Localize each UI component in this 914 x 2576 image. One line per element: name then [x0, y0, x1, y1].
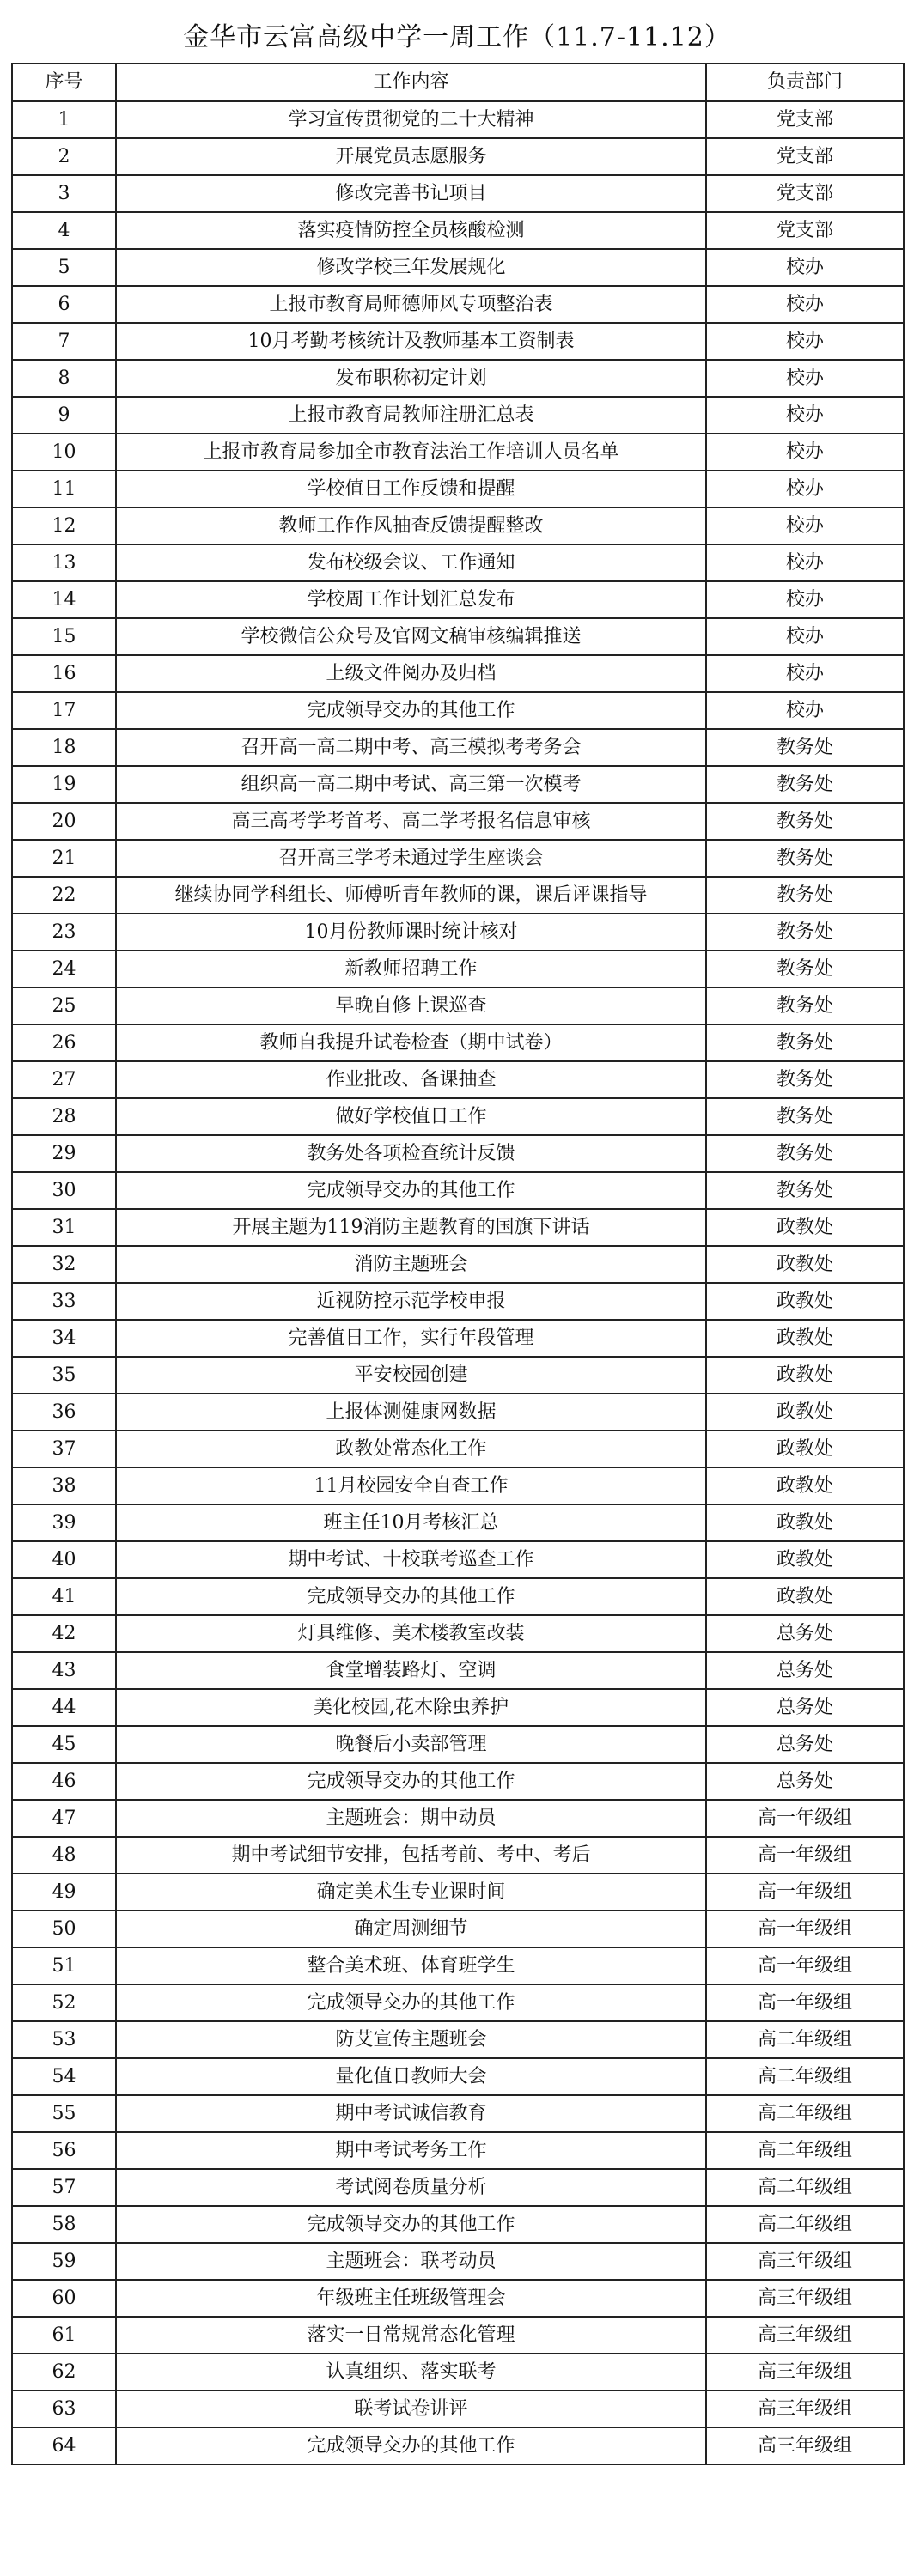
table-row — [12, 507, 904, 544]
row-number: 24 — [12, 951, 116, 987]
row-department: 政教处 — [706, 1283, 904, 1320]
row-department: 总务处 — [706, 1615, 904, 1652]
row-number: 7 — [12, 323, 116, 360]
row-number: 48 — [12, 1837, 116, 1874]
table-row — [12, 1172, 904, 1209]
row-number: 30 — [12, 1172, 116, 1209]
table-row — [12, 544, 904, 581]
row-content: 完成领导交办的其他工作 — [116, 1984, 706, 2021]
table-row — [12, 1320, 904, 1357]
row-content: 学校值日工作反馈和提醒 — [116, 471, 706, 507]
table-row — [12, 692, 904, 729]
row-content: 发布职称初定计划 — [116, 360, 706, 397]
row-content: 上报体测健康网数据 — [116, 1394, 706, 1431]
row-number: 26 — [12, 1024, 116, 1061]
row-department: 校办 — [706, 471, 904, 507]
row-content: 开展主题为119消防主题教育的国旗下讲话 — [116, 1209, 706, 1246]
row-number: 37 — [12, 1431, 116, 1467]
row-department: 教务处 — [706, 729, 904, 766]
row-number: 43 — [12, 1652, 116, 1689]
header-no: 序号 — [12, 64, 116, 101]
row-number: 64 — [12, 2427, 116, 2464]
row-number: 13 — [12, 544, 116, 581]
row-content: 完成领导交办的其他工作 — [116, 2427, 706, 2464]
row-content: 灯具维修、美术楼教室改装 — [116, 1615, 706, 1652]
table-row — [12, 1209, 904, 1246]
table-row — [12, 729, 904, 766]
row-number: 8 — [12, 360, 116, 397]
table-row — [12, 360, 904, 397]
row-number: 2 — [12, 138, 116, 175]
row-content: 晚餐后小卖部管理 — [116, 1726, 706, 1763]
table-row — [12, 1615, 904, 1652]
row-number: 3 — [12, 175, 116, 212]
row-number: 28 — [12, 1098, 116, 1135]
row-number: 6 — [12, 286, 116, 323]
row-department: 校办 — [706, 544, 904, 581]
table-row — [12, 1763, 904, 1800]
table-row — [12, 1800, 904, 1837]
row-content: 教师自我提升试卷检查（期中试卷） — [116, 1024, 706, 1061]
row-department: 教务处 — [706, 1024, 904, 1061]
row-content: 平安校园创建 — [116, 1357, 706, 1394]
row-number: 45 — [12, 1726, 116, 1763]
row-content: 上报市教育局参加全市教育法治工作培训人员名单 — [116, 434, 706, 471]
table-row — [12, 397, 904, 434]
row-department: 校办 — [706, 507, 904, 544]
table-row — [12, 803, 904, 840]
row-department: 教务处 — [706, 914, 904, 951]
row-number: 57 — [12, 2169, 116, 2206]
table-row — [12, 1246, 904, 1283]
row-number: 4 — [12, 212, 116, 249]
row-number: 12 — [12, 507, 116, 544]
row-content: 整合美术班、体育班学生 — [116, 1947, 706, 1984]
row-content: 召开高三学考未通过学生座谈会 — [116, 840, 706, 877]
row-department: 教务处 — [706, 877, 904, 914]
table-row — [12, 249, 904, 286]
table-row — [12, 175, 904, 212]
row-number: 31 — [12, 1209, 116, 1246]
row-number: 22 — [12, 877, 116, 914]
row-department: 高三年级组 — [706, 2427, 904, 2464]
row-department: 政教处 — [706, 1357, 904, 1394]
row-content: 落实一日常规常态化管理 — [116, 2317, 706, 2354]
row-content: 上级文件阅办及归档 — [116, 655, 706, 692]
table-row — [12, 1837, 904, 1874]
table-row — [12, 840, 904, 877]
table-row — [12, 212, 904, 249]
row-content: 修改学校三年发展规化 — [116, 249, 706, 286]
table-row — [12, 2391, 904, 2427]
row-department: 高二年级组 — [706, 2169, 904, 2206]
row-content: 完成领导交办的其他工作 — [116, 2206, 706, 2243]
row-content: 修改完善书记项目 — [116, 175, 706, 212]
table-row — [12, 2058, 904, 2095]
weekly-work-table — [11, 63, 905, 2465]
row-content: 完善值日工作，实行年段管理 — [116, 1320, 706, 1357]
document-title: 金华市云富高级中学一周工作（11.7-11.12） — [183, 22, 731, 52]
row-number: 36 — [12, 1394, 116, 1431]
row-department: 高二年级组 — [706, 2206, 904, 2243]
table-row — [12, 1135, 904, 1172]
row-content: 食堂增装路灯、空调 — [116, 1652, 706, 1689]
row-number: 56 — [12, 2132, 116, 2169]
row-content: 消防主题班会 — [116, 1246, 706, 1283]
table-row — [12, 2280, 904, 2317]
row-number: 23 — [12, 914, 116, 951]
row-department: 校办 — [706, 692, 904, 729]
table-row — [12, 655, 904, 692]
row-department: 总务处 — [706, 1689, 904, 1726]
table-row — [12, 1357, 904, 1394]
row-content: 确定周测细节 — [116, 1911, 706, 1947]
row-department: 政教处 — [706, 1578, 904, 1615]
row-department: 总务处 — [706, 1652, 904, 1689]
row-department: 校办 — [706, 249, 904, 286]
table-row — [12, 1911, 904, 1947]
row-department: 校办 — [706, 434, 904, 471]
row-number: 50 — [12, 1911, 116, 1947]
table-row — [12, 1283, 904, 1320]
table-row — [12, 1726, 904, 1763]
row-number: 52 — [12, 1984, 116, 2021]
table-row — [12, 1024, 904, 1061]
row-content: 发布校级会议、工作通知 — [116, 544, 706, 581]
row-number: 25 — [12, 987, 116, 1024]
table-row — [12, 471, 904, 507]
row-content: 11月校园安全自查工作 — [116, 1467, 706, 1504]
row-content: 开展党员志愿服务 — [116, 138, 706, 175]
table-row — [12, 2317, 904, 2354]
row-number: 11 — [12, 471, 116, 507]
table-row — [12, 2206, 904, 2243]
header-content: 工作内容 — [116, 64, 706, 101]
row-content: 早晚自修上课巡查 — [116, 987, 706, 1024]
table-row — [12, 581, 904, 618]
table-row — [12, 2021, 904, 2058]
table-row — [12, 1578, 904, 1615]
table-row — [12, 323, 904, 360]
table-row — [12, 914, 904, 951]
table-row — [12, 2095, 904, 2132]
table-row — [12, 2132, 904, 2169]
row-department: 教务处 — [706, 1135, 904, 1172]
row-content: 美化校园,花木除虫养护 — [116, 1689, 706, 1726]
row-content: 10月考勤考核统计及教师基本工资制表 — [116, 323, 706, 360]
table-row — [12, 2243, 904, 2280]
row-department: 教务处 — [706, 840, 904, 877]
row-department: 高二年级组 — [706, 2058, 904, 2095]
row-number: 61 — [12, 2317, 116, 2354]
row-department: 政教处 — [706, 1394, 904, 1431]
row-department: 总务处 — [706, 1726, 904, 1763]
row-department: 校办 — [706, 360, 904, 397]
row-number: 47 — [12, 1800, 116, 1837]
row-department: 教务处 — [706, 1098, 904, 1135]
row-content: 教师工作作风抽查反馈提醒整改 — [116, 507, 706, 544]
row-content: 量化值日教师大会 — [116, 2058, 706, 2095]
row-department: 高三年级组 — [706, 2391, 904, 2427]
row-number: 53 — [12, 2021, 116, 2058]
row-content: 政教处常态化工作 — [116, 1431, 706, 1467]
row-content: 高三高考学考首考、高二学考报名信息审核 — [116, 803, 706, 840]
table-row — [12, 1504, 904, 1541]
row-number: 58 — [12, 2206, 116, 2243]
row-number: 32 — [12, 1246, 116, 1283]
row-department: 教务处 — [706, 951, 904, 987]
row-content: 年级班主任班级管理会 — [116, 2280, 706, 2317]
row-content: 确定美术生专业课时间 — [116, 1874, 706, 1911]
table-row — [12, 1541, 904, 1578]
table-row — [12, 1984, 904, 2021]
row-department: 校办 — [706, 618, 904, 655]
row-department: 党支部 — [706, 138, 904, 175]
row-number: 17 — [12, 692, 116, 729]
row-department: 校办 — [706, 323, 904, 360]
table-row — [12, 2427, 904, 2464]
row-number: 18 — [12, 729, 116, 766]
row-content: 学校周工作计划汇总发布 — [116, 581, 706, 618]
row-department: 教务处 — [706, 987, 904, 1024]
row-number: 46 — [12, 1763, 116, 1800]
row-content: 学校微信公众号及官网文稿审核编辑推送 — [116, 618, 706, 655]
header-row — [12, 64, 904, 101]
row-content: 完成领导交办的其他工作 — [116, 1172, 706, 1209]
row-content: 期中考试细节安排，包括考前、考中、考后 — [116, 1837, 706, 1874]
row-content: 期中考试诚信教育 — [116, 2095, 706, 2132]
row-department: 高一年级组 — [706, 1911, 904, 1947]
row-department: 高一年级组 — [706, 1947, 904, 1984]
row-content: 完成领导交办的其他工作 — [116, 1763, 706, 1800]
table-row — [12, 951, 904, 987]
row-department: 政教处 — [706, 1320, 904, 1357]
row-content: 认真组织、落实联考 — [116, 2354, 706, 2391]
row-department: 高一年级组 — [706, 1874, 904, 1911]
table-row — [12, 2169, 904, 2206]
table-row — [12, 1394, 904, 1431]
row-content: 做好学校值日工作 — [116, 1098, 706, 1135]
table-row — [12, 1467, 904, 1504]
row-number: 62 — [12, 2354, 116, 2391]
row-content: 考试阅卷质量分析 — [116, 2169, 706, 2206]
row-content: 完成领导交办的其他工作 — [116, 692, 706, 729]
row-number: 34 — [12, 1320, 116, 1357]
row-department: 教务处 — [706, 1061, 904, 1098]
row-content: 新教师招聘工作 — [116, 951, 706, 987]
table-row — [12, 1431, 904, 1467]
row-department: 教务处 — [706, 766, 904, 803]
row-department: 校办 — [706, 397, 904, 434]
row-number: 9 — [12, 397, 116, 434]
row-number: 35 — [12, 1357, 116, 1394]
row-department: 高二年级组 — [706, 2095, 904, 2132]
row-number: 51 — [12, 1947, 116, 1984]
row-department: 校办 — [706, 286, 904, 323]
row-number: 40 — [12, 1541, 116, 1578]
row-department: 党支部 — [706, 175, 904, 212]
table-row — [12, 1874, 904, 1911]
table-row — [12, 766, 904, 803]
row-department: 校办 — [706, 655, 904, 692]
row-department: 政教处 — [706, 1467, 904, 1504]
table-row — [12, 1652, 904, 1689]
table-row — [12, 2354, 904, 2391]
row-number: 1 — [12, 101, 116, 138]
row-department: 教务处 — [706, 803, 904, 840]
header-dept: 负责部门 — [706, 64, 904, 101]
row-content: 落实疫情防控全员核酸检测 — [116, 212, 706, 249]
row-department: 政教处 — [706, 1246, 904, 1283]
row-content: 班主任10月考核汇总 — [116, 1504, 706, 1541]
table-row — [12, 987, 904, 1024]
row-content: 期中考试考务工作 — [116, 2132, 706, 2169]
row-content: 联考试卷讲评 — [116, 2391, 706, 2427]
row-department: 政教处 — [706, 1431, 904, 1467]
row-number: 60 — [12, 2280, 116, 2317]
row-content: 上报市教育局教师注册汇总表 — [116, 397, 706, 434]
table-row — [12, 1947, 904, 1984]
row-department: 高二年级组 — [706, 2132, 904, 2169]
row-department: 总务处 — [706, 1763, 904, 1800]
row-content: 期中考试、十校联考巡查工作 — [116, 1541, 706, 1578]
row-content: 防艾宣传主题班会 — [116, 2021, 706, 2058]
row-content: 教务处各项检查统计反馈 — [116, 1135, 706, 1172]
row-department: 政教处 — [706, 1541, 904, 1578]
row-number: 44 — [12, 1689, 116, 1726]
row-number: 33 — [12, 1283, 116, 1320]
row-number: 49 — [12, 1874, 116, 1911]
row-content: 主题班会：联考动员 — [116, 2243, 706, 2280]
row-department: 党支部 — [706, 212, 904, 249]
row-content: 上报市教育局师德师风专项整治表 — [116, 286, 706, 323]
row-number: 55 — [12, 2095, 116, 2132]
row-number: 42 — [12, 1615, 116, 1652]
row-number: 5 — [12, 249, 116, 286]
row-department: 高二年级组 — [706, 2021, 904, 2058]
row-content: 完成领导交办的其他工作 — [116, 1578, 706, 1615]
table-row — [12, 1098, 904, 1135]
row-number: 41 — [12, 1578, 116, 1615]
row-department: 教务处 — [706, 1172, 904, 1209]
row-content: 主题班会：期中动员 — [116, 1800, 706, 1837]
table-header — [12, 64, 904, 101]
row-number: 59 — [12, 2243, 116, 2280]
row-number: 54 — [12, 2058, 116, 2095]
row-content: 作业批改、备课抽查 — [116, 1061, 706, 1098]
row-department: 高三年级组 — [706, 2280, 904, 2317]
row-department: 政教处 — [706, 1209, 904, 1246]
row-number: 21 — [12, 840, 116, 877]
row-content: 学习宣传贯彻党的二十大精神 — [116, 101, 706, 138]
row-number: 15 — [12, 618, 116, 655]
row-department: 党支部 — [706, 101, 904, 138]
row-content: 组织高一高二期中考试、高三第一次模考 — [116, 766, 706, 803]
table-body — [12, 101, 904, 2464]
row-number: 39 — [12, 1504, 116, 1541]
row-content: 召开高一高二期中考、高三模拟考考务会 — [116, 729, 706, 766]
row-number: 19 — [12, 766, 116, 803]
row-number: 14 — [12, 581, 116, 618]
table-row — [12, 877, 904, 914]
table-row — [12, 1689, 904, 1726]
row-number: 38 — [12, 1467, 116, 1504]
row-department: 政教处 — [706, 1504, 904, 1541]
row-content: 10月份教师课时统计核对 — [116, 914, 706, 951]
row-number: 16 — [12, 655, 116, 692]
table-row — [12, 618, 904, 655]
row-number: 29 — [12, 1135, 116, 1172]
row-department: 高一年级组 — [706, 1837, 904, 1874]
table-row — [12, 1061, 904, 1098]
row-department: 高三年级组 — [706, 2354, 904, 2391]
row-number: 63 — [12, 2391, 116, 2427]
row-department: 高三年级组 — [706, 2243, 904, 2280]
row-department: 高一年级组 — [706, 1800, 904, 1837]
table-row — [12, 286, 904, 323]
table-row — [12, 434, 904, 471]
table-row — [12, 101, 904, 138]
row-number: 27 — [12, 1061, 116, 1098]
row-number: 20 — [12, 803, 116, 840]
row-department: 高一年级组 — [706, 1984, 904, 2021]
row-number: 10 — [12, 434, 116, 471]
table-row — [12, 138, 904, 175]
row-content: 继续协同学科组长、师傅听青年教师的课，课后评课指导 — [116, 877, 706, 914]
row-department: 校办 — [706, 581, 904, 618]
row-department: 高三年级组 — [706, 2317, 904, 2354]
row-content: 近视防控示范学校申报 — [116, 1283, 706, 1320]
